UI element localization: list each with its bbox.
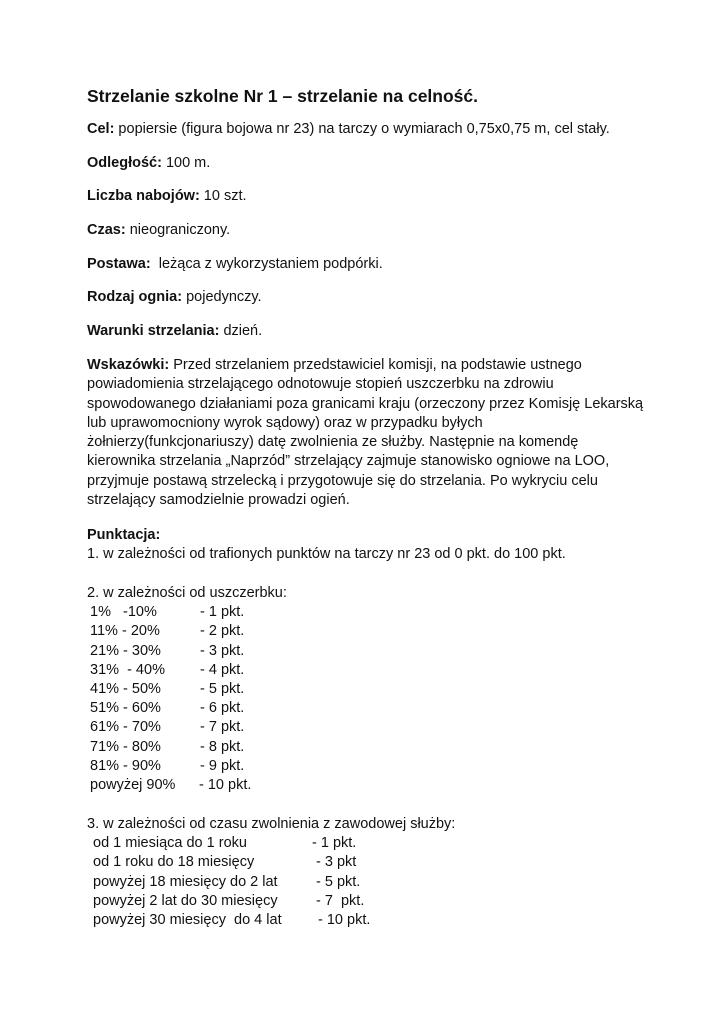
table-row-points: - 8 pkt. — [200, 739, 245, 755]
field-value: dzień. — [219, 323, 263, 339]
field-label: Cel: — [87, 121, 115, 137]
table-row-range: 41% - 50% — [90, 681, 161, 697]
field-postawa — [87, 256, 383, 272]
table-row-range: 51% - 60% — [90, 700, 161, 716]
wskazowki-text: Przed strzelaniem przedstawiciel komisji, na podstawie ustnego powiadomienia strzelającego odnotowuje stopień uszczerbku na zdrowiu spowodowanego działaniami poza granicami kraju (orzeczony przez Komisję Lekarską lub uprawomocniony wyrok sądowy) oraz w przypadku byłych żołnierzy(funkcjonariuszy) datę zwolnienia ze służby. Następnie na komendę kierownika strzelania „Naprzód” strzelający zajmuje stanowisko ogniowe na LOO, przyjmuje postawą strzelecką i przygotowuje się do strzelania. Po wykryciu celu strzelający samodzielnie prowadzi ogień. — [87, 357, 644, 509]
table-row-points: - 10 pkt. — [318, 912, 371, 928]
table-row-points: - 9 pkt. — [200, 758, 245, 774]
table-row-points: - 1 pkt. — [200, 604, 245, 620]
table-row-points: - 4 pkt. — [200, 662, 245, 678]
table-row-range: powyżej 90% — [90, 777, 176, 793]
table-row-range: 1% -10% — [90, 604, 157, 620]
field-liczba-nabojow — [87, 188, 247, 204]
table-row-range: 71% - 80% — [90, 739, 161, 755]
table-row-range: powyżej 2 lat do 30 miesięcy — [93, 893, 278, 909]
field-rodzaj-ognia — [87, 289, 262, 305]
table-row-points: - 7 pkt. — [200, 719, 245, 735]
field-cel — [87, 121, 610, 137]
table-row-points: - 3 pkt — [316, 854, 357, 870]
table-row-range: od 1 miesiąca do 1 roku — [93, 835, 247, 851]
field-value: 100 m. — [161, 155, 211, 171]
table-row-range: 61% - 70% — [90, 719, 161, 735]
field-value: popiersie (figura bojowa nr 23) na tarczy o wymiarach 0,75x0,75 m, cel stały. — [114, 121, 610, 137]
table-row-points: - 5 pkt. — [316, 874, 361, 890]
punktacja-item-2-header: 2. w zależności od uszczerbku: — [87, 585, 287, 601]
table-row-range: powyżej 18 miesięcy do 2 lat — [93, 874, 278, 890]
table-row-points: - 7 pkt. — [316, 893, 365, 909]
document-title: Strzelanie szkolne Nr 1 – strzelanie na celność. — [87, 86, 478, 106]
table-row-range: 31% - 40% — [90, 662, 165, 678]
table-row-range: 21% - 30% — [90, 643, 161, 659]
field-warunki — [87, 323, 262, 339]
punktacja-item-1: 1. w zależności od trafionych punktów na tarczy nr 23 od 0 pkt. do 100 pkt. — [87, 546, 566, 562]
field-label: Postawa: — [87, 256, 151, 272]
table-row-range: 11% - 20% — [90, 623, 160, 639]
table-row-points: - 5 pkt. — [200, 681, 245, 697]
table-row-points: - 2 pkt. — [200, 623, 245, 639]
field-label: Warunki strzelania: — [87, 323, 220, 339]
field-label: Rodzaj ognia: — [87, 289, 183, 305]
field-value: nieograniczony. — [125, 222, 231, 238]
field-value: pojedynczy. — [182, 289, 262, 305]
wskazowki-label: Wskazówki: — [87, 357, 170, 373]
table-row-points: - 10 pkt. — [199, 777, 252, 793]
field-odleglosc — [87, 155, 210, 171]
field-label: Liczba nabojów: — [87, 188, 200, 204]
wskazowki-paragraph — [87, 356, 647, 510]
field-czas — [87, 222, 230, 238]
table-row-points: - 1 pkt. — [312, 835, 357, 851]
table-row-range: powyżej 30 miesięcy do 4 lat — [93, 912, 282, 928]
punktacja-heading: Punktacja: — [87, 527, 161, 543]
table-row-points: - 6 pkt. — [200, 700, 245, 716]
field-label: Czas: — [87, 222, 126, 238]
table-row-range: 81% - 90% — [90, 758, 161, 774]
table-row-points: - 3 pkt. — [200, 643, 245, 659]
field-label: Odległość: — [87, 155, 162, 171]
field-value: leżąca z wykorzystaniem podpórki. — [150, 256, 383, 272]
field-value: 10 szt. — [199, 188, 247, 204]
punktacja-item-3-header: 3. w zależności od czasu zwolnienia z zawodowej służby: — [87, 816, 456, 832]
table-row-range: od 1 roku do 18 miesięcy — [93, 854, 255, 870]
